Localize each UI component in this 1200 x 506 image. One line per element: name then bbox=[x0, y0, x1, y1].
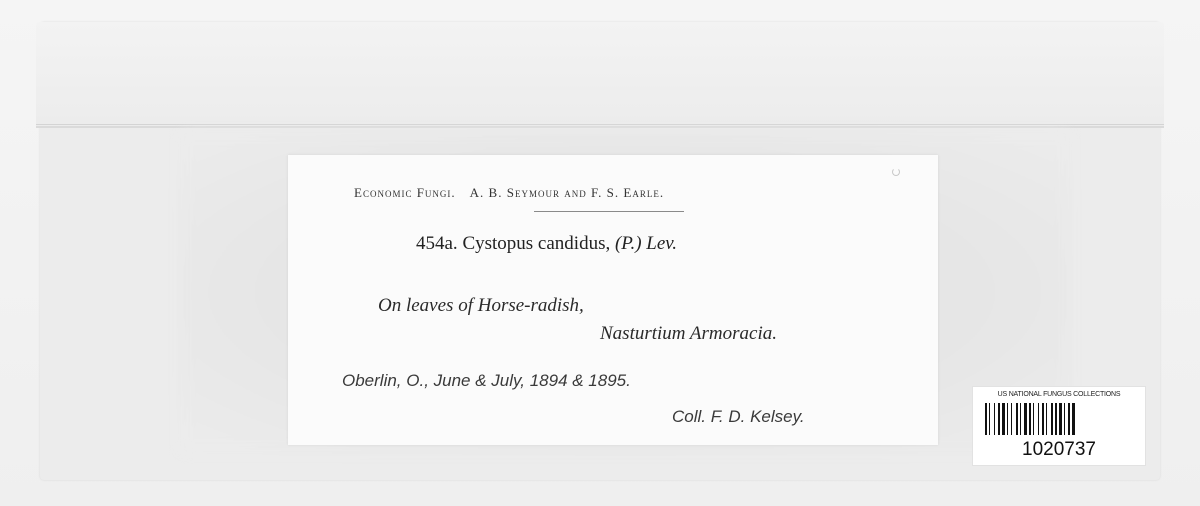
host-line-2: Nasturtium Armoracia. bbox=[600, 323, 778, 344]
species-authority: (P.) Lev. bbox=[614, 233, 678, 254]
host-line-1: On leaves of Horse-radish, bbox=[378, 295, 584, 316]
label-header bbox=[354, 185, 894, 201]
species-name: Cystopus candidus, bbox=[462, 233, 611, 254]
species-line bbox=[416, 233, 677, 255]
collector: Coll. F. D. Kelsey. bbox=[672, 407, 805, 426]
paper-mark bbox=[892, 168, 900, 176]
species-number: 454a. bbox=[416, 233, 458, 254]
flap-fold-line bbox=[36, 124, 1164, 125]
barcode-icon bbox=[985, 403, 1133, 435]
specimen-label bbox=[288, 155, 938, 445]
barcode-title: US NATIONAL FUNGUS COLLECTIONS bbox=[997, 391, 1121, 398]
series-title: Economic Fungi. bbox=[354, 185, 456, 200]
series-authors: A. B. Seymour and F. S. Earle. bbox=[469, 185, 665, 200]
envelope-flap bbox=[36, 22, 1164, 128]
barcode-label bbox=[972, 386, 1146, 466]
header-rule bbox=[534, 211, 684, 212]
locality-date: Oberlin, O., June & July, 1894 & 1895. bbox=[342, 371, 631, 390]
catalog-number: 1020737 bbox=[1022, 439, 1096, 460]
